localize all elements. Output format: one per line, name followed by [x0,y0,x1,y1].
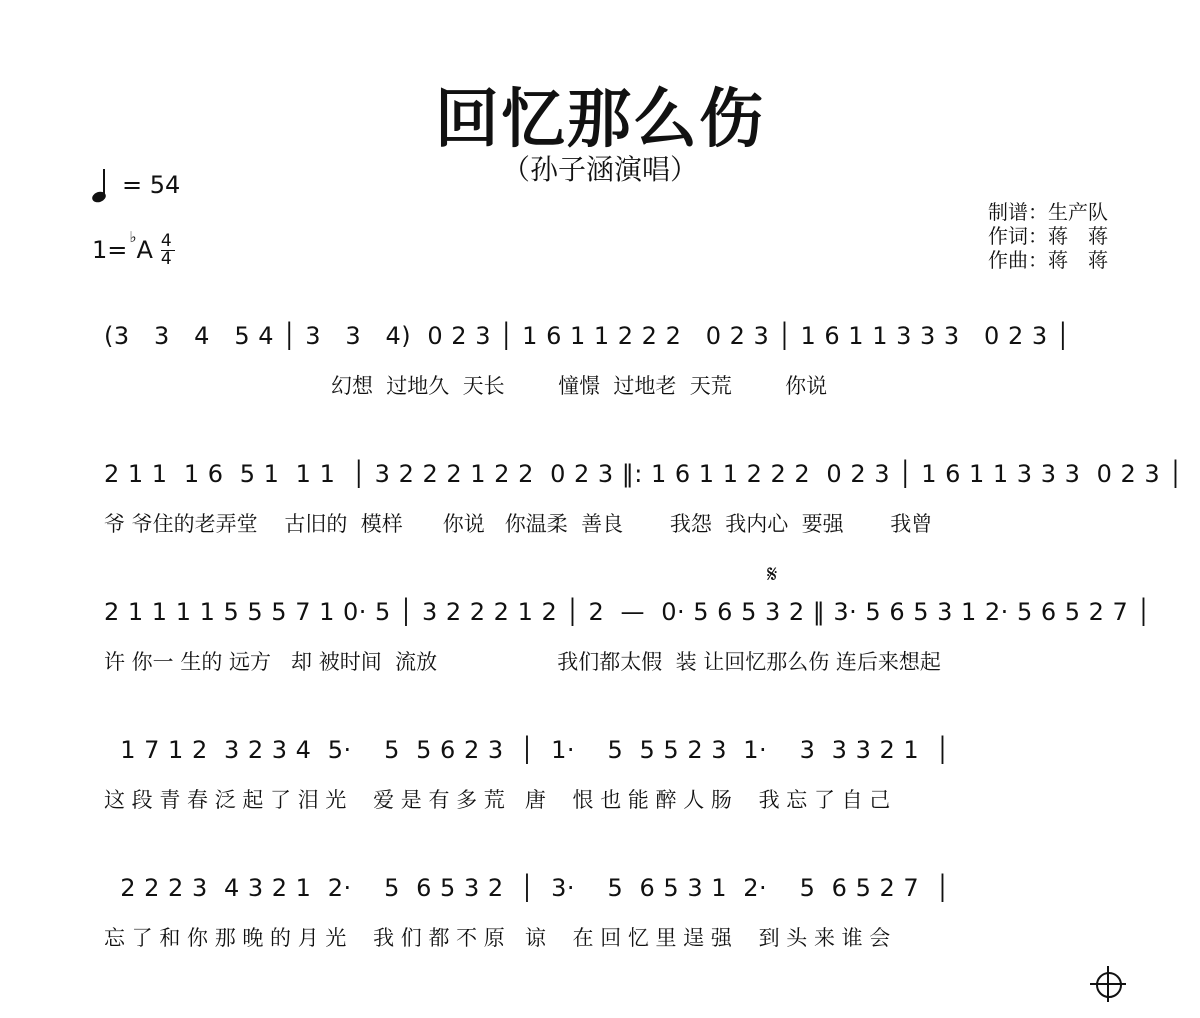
meter-bottom: 4 [160,249,172,269]
segno-icon: 𝄋 [767,560,778,588]
credits [988,200,1108,272]
arranger-credit: 制谱：生产队 [988,200,1108,224]
song-title: 回忆那么伤 [435,83,765,157]
quarter-note-icon [92,168,110,202]
tempo-marking [92,168,180,202]
meter-top: 4 [160,231,172,251]
notation-line: (3 3 4 5 4 │ 3 3 4) 0 2 3 │ 1 6 1 1 2 2 2 0 2 3 │ 1 6 1 1 3 3 3 0 2 3 │ [104,322,1071,350]
lyric-line: 忘 了 和 你 那 晚 的 月 光 我 们 都 不 原 谅 在 回 忆 里 逞 强 到 头 来 谁 会 [104,926,891,950]
flat-icon: ♭ [129,228,137,246]
lyric-line: 许 你一 生的 远方 却 被时间 流放 我们都太假 装 让回忆那么伤 连后来想起 [104,650,941,674]
lyric-line: 幻想 过地久 天长 憧憬 过地老 天荒 你说 [104,374,828,398]
notation-line: 2 1 1 1 1 5 5 5 7 1 0· 5 │ 3 2 2 2 1 2 │ 2 — 0· 5 6 5 3 2 ‖ 3· 5 6 5 3 1 2· 5 6 5 2 7 │ [104,598,1152,626]
coda-icon [1096,972,1122,998]
composer-credit: 作曲：蒋 蒋 [988,248,1108,272]
lyric-line: 爷 爷住的老弄堂 古旧的 模样 你说 你温柔 善良 我怨 我内心 要强 我曾 [104,512,933,536]
notation-line: 2 2 2 3 4 3 2 1 2· 5 6 5 3 2 │ 3· 5 6 5 3 1 2· 5 6 5 2 7 │ [104,874,951,902]
key-note: A [136,236,153,264]
lyric-line: 这 段 青 春 泛 起 了 泪 光 爱 是 有 多 荒 唐 恨 也 能 醉 人 肠 我 忘 了 自 己 [104,788,891,812]
tempo-value: = 54 [122,171,181,199]
lyricist-credit: 作词：蒋 蒋 [988,224,1108,248]
key-signature [92,228,175,269]
time-signature [161,233,175,268]
notation-line: 1 7 1 2 3 2 3 4 5· 5 5 6 2 3 │ 1· 5 5 5 2 3 1· 3 3 3 2 1 │ [104,736,951,764]
key-prefix: 1= [92,236,128,264]
song-subtitle: （孙子涵演唱） [501,153,698,186]
notation-line: 2 1 1 1 6 5 1 1 1 │ 3 2 2 2 1 2 2 0 2 3 ‖: 1 6 1 1 2 2 2 0 2 3 │ 1 6 1 1 3 3 3 0 2 3 │ [104,460,1184,488]
